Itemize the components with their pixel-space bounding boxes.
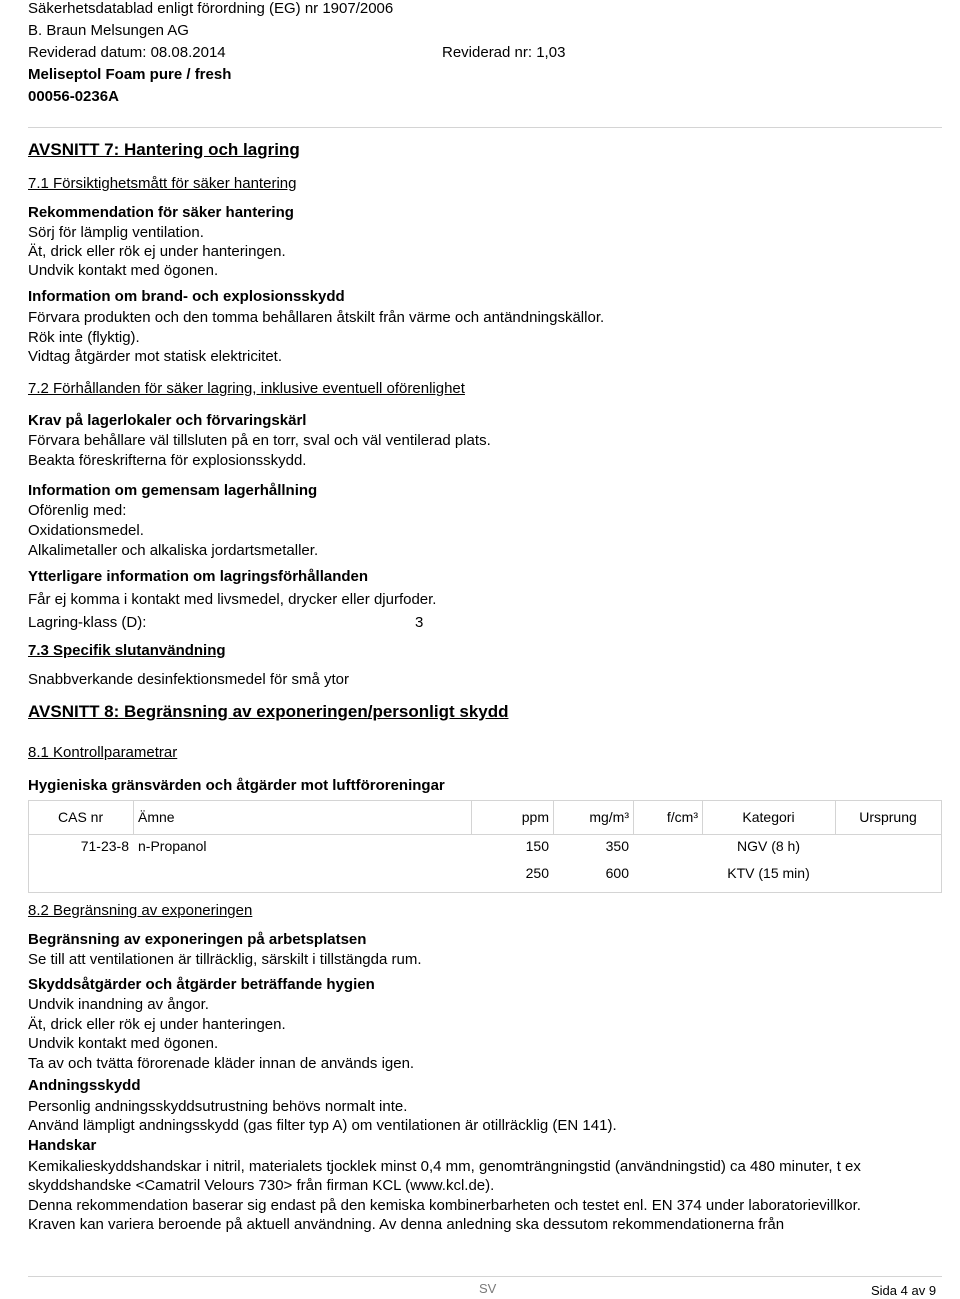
gloves-line: Kraven kan variera beroende på aktuell användning. Av denna anledning ska dessutom rekommendationerna från [28,1216,785,1233]
table-col-divider [133,800,134,834]
fire-protection-line: Vidtag åtgärder mot statisk elektricitet. [28,348,283,365]
table-bottom-border [28,892,942,893]
table-header-cell: Kategori [742,809,795,825]
table-header-cell: mg/m³ [589,809,629,825]
safe-handling-heading: Rekommendation för säker hantering [28,204,294,221]
header-product-name: Meliseptol Foam pure / fresh [28,66,232,83]
hygiene-measures-line: Ät, drick eller rök ej under hanteringen. [28,1016,286,1033]
fire-protection-heading: Information om brand- och explosionsskydd [28,288,345,305]
further-storage-heading: Ytterligare information om lagringsförhållanden [28,568,369,585]
storage-requirements-line: Förvara behållare väl tillsluten på en torr, sval och väl ventilerad plats. [28,432,491,449]
hygiene-measures-line: Undvik kontakt med ögonen. [28,1035,219,1052]
section-8-2-title: 8.2 Begränsning av exponeringen [28,902,253,919]
safe-handling-line: Sörj för lämplig ventilation. [28,224,204,241]
respiratory-protection-line: Personlig andningsskyddsutrustning behövs normalt inte. [28,1098,408,1115]
header-revised-date: Reviderad datum: 08.08.2014 [28,44,226,61]
workplace-exposure-heading: Begränsning av exponeringen på arbetsplatsen [28,931,367,948]
hygiene-measures-heading: Skyddsåtgärder och åtgärder beträffande hygien [28,976,375,993]
gloves-line: skyddshandske <Camatril Velours 730> från firman KCL (www.kcl.de). [28,1177,495,1194]
workplace-exposure-line: Se till att ventilationen är tillräcklig, särskilt i tillstängda rum. [28,951,422,968]
hygiene-measures-line: Ta av och tvätta förorenade kläder innan de används igen. [28,1055,415,1072]
storage-requirements-heading: Krav på lagerlokaler och förvaringskärl [28,412,307,429]
header-regulation: Säkerhetsdatablad enligt förordning (EG) nr 1907/2006 [28,0,394,17]
hygiene-measures-line: Undvik inandning av ångor. [28,996,209,1013]
specific-end-use-text: Snabbverkande desinfektionsmedel för små ytor [28,671,350,688]
table-header-cell: CAS nr [58,809,104,825]
gloves-line: Denna rekommendation baserar sig endast på den kemiska kombinerbarheten och testet enl. EN 374 under laboratorievillkor. [28,1197,861,1214]
joint-storage-line: Oförenlig med: [28,502,127,519]
footer-language: SV [479,1281,497,1296]
table-cell-cas: 71-23-8 [80,838,129,854]
section-7-2-title: 7.2 Förhållanden för säker lagring, inklusive eventuell oförenlighet [28,380,465,397]
table-header-cell: ppm [521,809,549,825]
header-product-code: 00056-0236A [28,88,119,105]
section-7-1-title: 7.1 Försiktighetsmått för säker hantering [28,175,297,192]
storage-class-label: Lagring-klass (D): [28,614,147,631]
respiratory-protection-heading: Andningsskydd [28,1077,141,1094]
table-cell-category: KTV (15 min) [727,865,810,881]
further-storage-line: Får ej komma i kontakt med livsmedel, drycker eller djurfoder. [28,591,437,608]
safe-handling-line: Undvik kontakt med ögonen. [28,262,219,279]
footer-divider [28,1276,942,1277]
table-cell-ppm: 250 [525,865,549,881]
gloves-line: Kemikalieskyddshandskar i nitril, materialets tjocklek minst 0,4 mm, genomträngningstid (användningstid) ca 480 minuter, t ex [28,1158,861,1175]
fire-protection-line: Rök inte (flyktig). [28,329,140,346]
section-7-3-title: 7.3 Specifik slutanvändning [28,642,226,659]
storage-class-value: 3 [415,614,424,631]
joint-storage-heading: Information om gemensam lagerhållning [28,482,318,499]
header-divider [28,127,942,128]
section-7-title: AVSNITT 7: Hantering och lagring [28,140,300,159]
table-header-border [28,834,942,835]
footer-page-number: Sida 4 av 9 [871,1283,937,1298]
header-company: B. Braun Melsungen AG [28,22,189,39]
gloves-heading: Handskar [28,1137,97,1154]
table-cell-ppm: 150 [525,838,549,854]
table-cell-mg-m3: 350 [605,838,629,854]
joint-storage-line: Oxidationsmedel. [28,522,144,539]
table-header-cell: Ämne [138,809,175,825]
table-header-cell: f/cm³ [666,809,698,825]
table-right-border [941,800,942,892]
table-cell-category: NGV (8 h) [736,838,800,854]
fire-protection-line: Förvara produkten och den tomma behållaren åtskilt från värme och antändningskällor. [28,309,605,326]
table-cell-substance: n-Propanol [138,838,207,854]
table-top-border [28,800,942,801]
respiratory-protection-line: Använd lämpligt andningsskydd (gas filter typ A) om ventilationen är otillräcklig (EN 141). [28,1117,617,1134]
table-cell-mg-m3: 600 [605,865,629,881]
storage-requirements-line: Beakta föreskrifterna för explosionsskydd. [28,452,307,469]
table-header-cell: Ursprung [859,809,917,825]
joint-storage-line: Alkalimetaller och alkaliska jordartsmetaller. [28,542,319,559]
section-8-title: AVSNITT 8: Begränsning av exponeringen/personligt skydd [28,702,509,721]
header-revised-number: Reviderad nr: 1,03 [442,44,566,61]
safe-handling-line: Ät, drick eller rök ej under hanteringen. [28,243,286,260]
exposure-limits-heading: Hygieniska gränsvärden och åtgärder mot luftföroreningar [28,777,445,794]
section-8-1-title: 8.1 Kontrollparametrar [28,744,178,761]
